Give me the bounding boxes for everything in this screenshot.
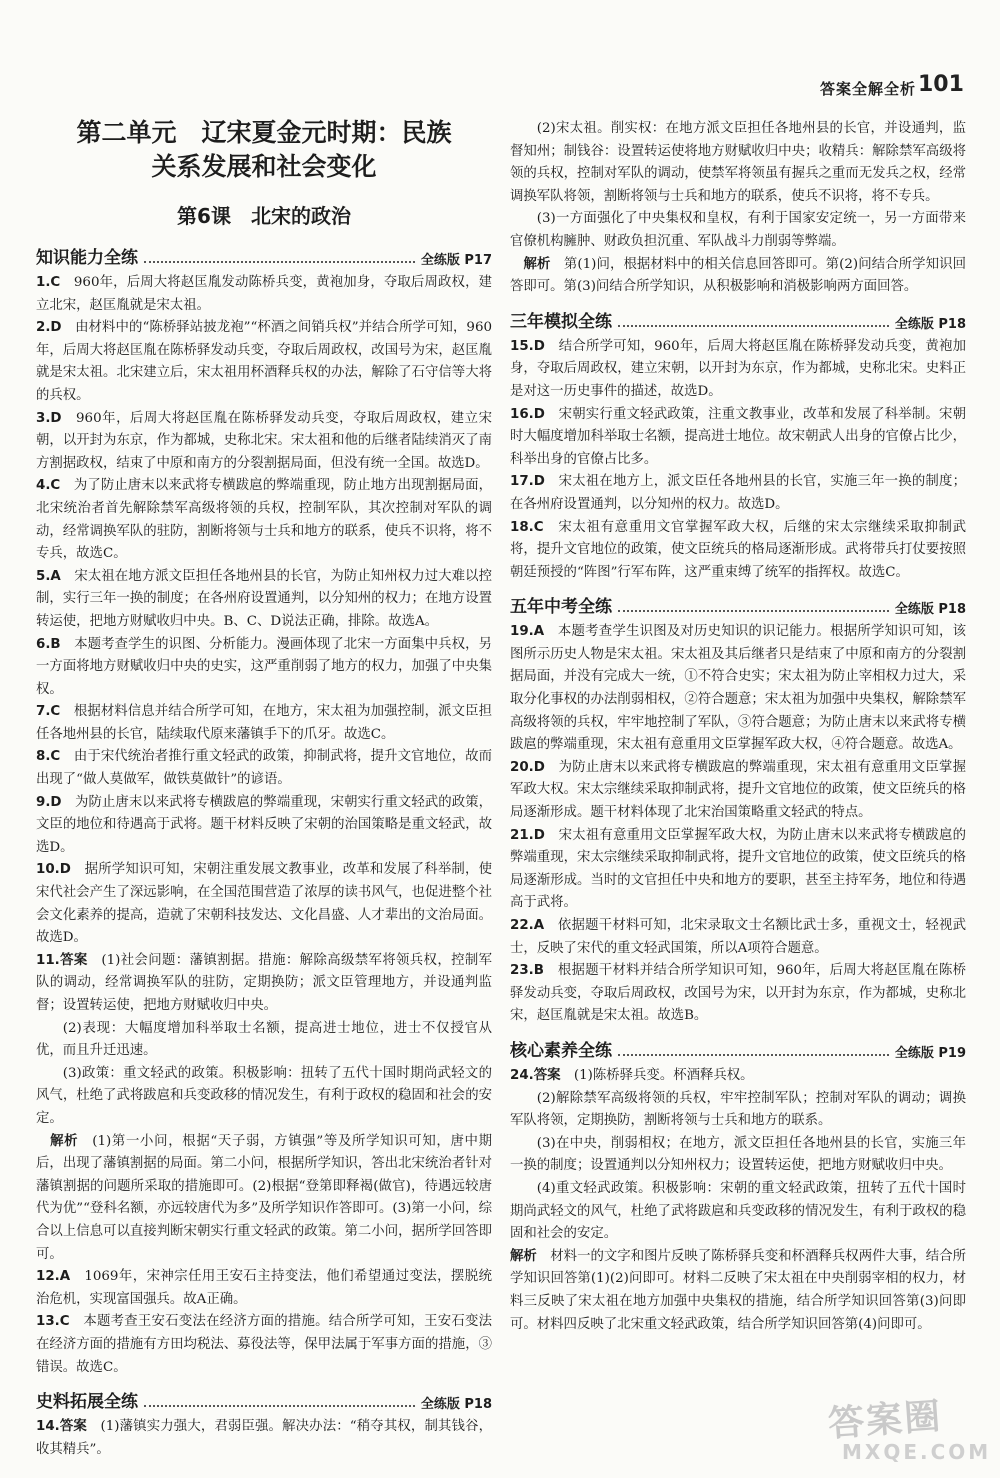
answer-subpart: (3)在中央，削弱相权；在地方，派文臣担任各地州县的长官，实施三年一换的制度；设置通判以分知州权力；设置转运使，把地方财赋收归中央。: [510, 1135, 966, 1174]
answer-item: 6.B 本题考查学生的识图、分析能力。漫画体现了北宋一方面集中兵权，另一方面将地方财赋收归中央的史实，这严重削弱了地方的权力，加强了中央集权。: [36, 636, 492, 697]
answer-item: 11.答案 (1)社会问题：藩镇割据。措施：解除高级禁军将领兵权，控制军队的调动，经常调换军队的驻防，定期换防；派文臣管理地方，并设通判监督；设置转运使，把地方财赋收归中央。: [36, 952, 493, 1013]
answer-item: 14.答案 (1)藩镇实力强大，君弱臣强。解决办法：“稍夺其权，制其钱谷，收其精兵”。: [36, 1419, 493, 1457]
page-number: 101: [918, 72, 964, 97]
answer-item: 8.C 由于宋代统治者推行重文轻武的政策，抑制武将，提升文官地位，故而出现了“做人莫做军，做铁莫做针”的谚语。: [36, 749, 492, 788]
left-column: [36, 110, 492, 1461]
answer-subpart: (3)政策：重文轻武的政策。积极影响：扭转了五代十国时期尚武轻文的风气，杜绝了武将跋扈和兵变政移的情况发生，有利于政权的稳固和社会的安定。: [36, 1065, 492, 1126]
answer-item: 2.D 由材料中的“陈桥驿站披龙袍”“杯酒之间销兵权”并结合所学可知，960年，后周大将赵匡胤在陈桥驿发动兵变，夺取后周政权，改国号为宋，赵匡胤就是宋太祖。北宋建立后，宋太祖用杯酒释兵权的办法，解除了石守信等大将的兵权。: [36, 320, 492, 403]
answer-subpart: (4)重文轻武政策。积极影响：宋朝的重文轻武政策，扭转了五代十国时期尚武轻文的风气，杜绝了武将跋扈和兵变政移的情况发生，有利于政权的稳固和社会的安定。: [510, 1180, 966, 1242]
answer-item: 5.A 宋太祖在地方派文臣担任各地州县的长官，为防止知州权力过大难以控制，实行三年一换的制度；在各州府设置通判，以分知州的权力；在地方设置转运使，把地方财赋收归中央。B、C、D说法正确，排除。故选A。: [36, 568, 492, 629]
watermark-logo: 答案圈: [826, 1396, 944, 1445]
analysis: 解析 第(1)问，根据材料中的相关信息回答即可。第(2)问结合所学知识回答即可。第(3)问结合所学知识，从积极影响和消极影响两方面回答。: [510, 256, 967, 295]
answer-item: 1.C 960年，后周大将赵匡胤发动陈桥兵变，黄袍加身，夺取后周政权，建立北宋，赵匡胤就是宋太祖。: [36, 275, 492, 313]
running-title: 答案全解全析: [820, 80, 917, 98]
answer-item: 13.C 本题考查王安石变法在经济方面的措施。结合所学可知，王安石变法在经济方面的措施有方田均税法、募役法等，保甲法属于军事方面的措施，③错误。故选C。: [36, 1314, 492, 1375]
answer-item: 15.D 结合所学可知，960年，后周大将赵匡胤在陈桥驿发动兵变，黄袍加身，夺取后周政权，建立宋朝，以开封为东京，作为都城，史称北宋。史料正是对这一历史事件的描述，故选D。: [510, 338, 966, 399]
answer-item: 9.D 为防止唐末以来武将专横跋扈的弊端重现，宋朝实行重文轻武的政策，文臣的地位和待遇高于武将。题干材料反映了宋朝的治国策略是重文轻武，故选D。: [36, 794, 492, 855]
section-header: 五年中考全练 全练版 P18: [510, 597, 966, 618]
analysis: 解析 (1)第一小问，根据“天子弱，方镇强”等及所学知识可知，唐中期后，出现了藩镇割据的局面。第二小问，根据所学知识，答出北宋统治者针对藩镇割据的问题所采取的措施即可。(2)根据“登第即释褐(做官)，待遇远较唐代为优”“登科名额，亦远较唐代为多”及所学知识作答即可。(3)第一小问，综合以上信息可以直接判断宋朝实行重文轻武的政策。第二小问，据所学回答即可。: [36, 1133, 493, 1262]
right-column: [510, 118, 966, 1336]
answer-item: 12.A 1069年，宋神宗任用王安石主持变法，他们希望通过变法，摆脱统治危机，实现富国强兵。故A正确。: [36, 1269, 492, 1307]
analysis: 解析 材料一的文字和图片反映了陈桥驿兵变和杯酒释兵权两件大事，结合所学知识回答第(1)(2)问即可。材料二反映了宋太祖在中央削弱宰相的权力，材料三反映了宋太祖在地方加强中央集权的措施，结合所学知识回答第(3)问即可。材料四反映了北宋重文轻武政策，结合所学知识回答第(4)问即可。: [510, 1248, 967, 1332]
section-header: 三年模拟全练 全练版 P18: [510, 311, 966, 332]
answer-subpart: (3)一方面强化了中央集权和皇权，有利于国家安定统一，另一方面带来官僚机构臃肿、财政负担沉重、军队战斗力削弱等弊端。: [510, 211, 966, 249]
answer-item: 3.D 960年，后周大将赵匡胤在陈桥驿发动兵变，夺取后周政权，建立宋朝，以开封为东京，作为都城，史称北宋。宋太祖和他的后继者陆续消灭了南方割据政权，结束了中原和南方的分裂割据局面，但没有统一全国。故选D。: [36, 410, 492, 471]
answer-item: 23.B 根据题干材料并结合所学知识可知，960年，后周大将赵匡胤在陈桥驿发动兵变，夺取后周政权，改国号为宋，以开封为东京，作为都城，史称北宋，赵匡胤就是宋太祖。故选B。: [510, 963, 966, 1024]
answer-subpart: (2)宋太祖。削实权：在地方派文臣担任各地州县的长官，并设通判，监督知州；制钱谷：设置转运使将地方财赋收归中央；收精兵：解除禁军高级将领的兵权，控制对军队的调动，使禁军将领虽有握兵之重而无发兵之权，经常调换军队将领，割断将领与士兵和地方的联系，使兵不识将，将不专兵。: [510, 121, 966, 204]
answer-item: 18.C 宋太祖有意重用文官掌握军政大权，后继的宋太宗继续采取抑制武将，提升文官地位的政策，使文臣统兵的格局逐渐形成。武将带兵打仗要按照朝廷预授的“阵图”行军布阵，这严重束缚了统军的指挥权。故选C。: [510, 519, 966, 580]
answer-subpart: (2)表现：大幅度增加科举取士名额，提高进士地位，进士不仅授官从优，而且升迁迅速。: [36, 1020, 492, 1059]
unit-title: 第二单元 辽宋夏金元时期：民族 关系发展和社会变化: [76, 118, 452, 181]
answer-item: 10.D 据所学知识可知，宋朝注重发展文教事业，改革和发展了科举制，使宋代社会产生了深远影响，在全国范围营造了浓厚的读书风气，也促进整个社会文化素养的提高，造就了宋朝科技发达、文化昌盛、人才辈出的文治局面。故选D。: [36, 862, 492, 946]
section-header: 史料拓展全练 全练版 P18: [36, 1392, 492, 1413]
answer-item: 17.D 宋太祖在地方上，派文臣任各地州县的长官，实施三年一换的制度；在各州府设置通判，以分知州的权力。故选D。: [510, 474, 966, 512]
section-header: 核心素养全练 全练版 P19: [510, 1040, 966, 1061]
answer-item: 19.A 本题考查学生识图及对历史知识的识记能力。根据所学知识可知，该图所示历史人物是宋太祖。宋太祖及其后继者只是结束了中原和南方的分裂割据局面，并没有完成大一统，①不符合史实；宋太祖为防止宰相权力过大，采取分化事权的办法削弱相权，②符合题意；宋太祖为加强中央集权，解除禁军高级将领的兵权，牢牢地控制了军队，③符合题意；为防止唐末以来武将专横跋扈的弊端重现，宋太祖有意重用文臣掌握军政大权，④符合题意。故选A。: [510, 624, 966, 753]
answer-item: 20.D 为防止唐末以来武将专横跋扈的弊端重现，宋太祖有意重用文臣掌握军政大权。宋太宗继续采取抑制武将，提升文官地位的政策，使文臣统兵的格局逐渐形成。题干材料体现了北宋治国策略重文轻武的特点。: [510, 759, 966, 821]
watermark-url: MXQE.COM: [842, 1440, 992, 1464]
answer-item: 4.C 为了防止唐末以来武将专横跋扈的弊端重现，防止地方出现割据局面，北宋统治者首先解除禁军高级将领的兵权，控制军队，其次控制对军队的调动，经常调换军队的驻防，割断将领与士兵和地方的联系，使兵不识将，将不专兵，故选C。: [36, 478, 492, 562]
answer-item: 16.D 宋朝实行重文轻武政策，注重文教事业，改革和发展了科举制。宋朝时大幅度增加科举取士名额，提高进士地位。故宋朝武人出身的官僚占比少，科举出身的官僚占比多。: [510, 406, 966, 467]
answer-item: 7.C 根据材料信息并结合所学可知，在地方，宋太祖为加强控制，派文臣担任各地州县的长官，陆续取代原来藩镇手下的爪牙。故选C。: [36, 704, 492, 742]
answer-subpart: (2)解除禁军高级将领的兵权，牢牢控制军队；控制对军队的调动；调换军队将领，定期换防，割断将领与士兵和地方的联系。: [510, 1090, 966, 1129]
lesson-title: 第6课 北宋的政治: [177, 204, 351, 228]
answer-item: 22.A 依据题干材料可知，北宋录取文士名额比武士多，重视文士，轻视武士，反映了宋代的重文轻武国策，所以A项符合题意。: [510, 918, 966, 956]
answer-item: 24.答案 (1)陈桥驿兵变。杯酒释兵权。: [510, 1067, 754, 1083]
answer-item: 21.D 宋太祖有意重用文臣掌握军政大权，为防止唐末以来武将专横跋扈的弊端重现，宋太宗继续采取抑制武将，提升文官地位的政策，使文臣统兵的格局逐渐形成。当时的文官担任中央和地方的要职，甚至主持军务，地位和待遇高于武将。: [510, 827, 966, 911]
section-header: 知识能力全练 全练版 P17: [36, 248, 492, 268]
